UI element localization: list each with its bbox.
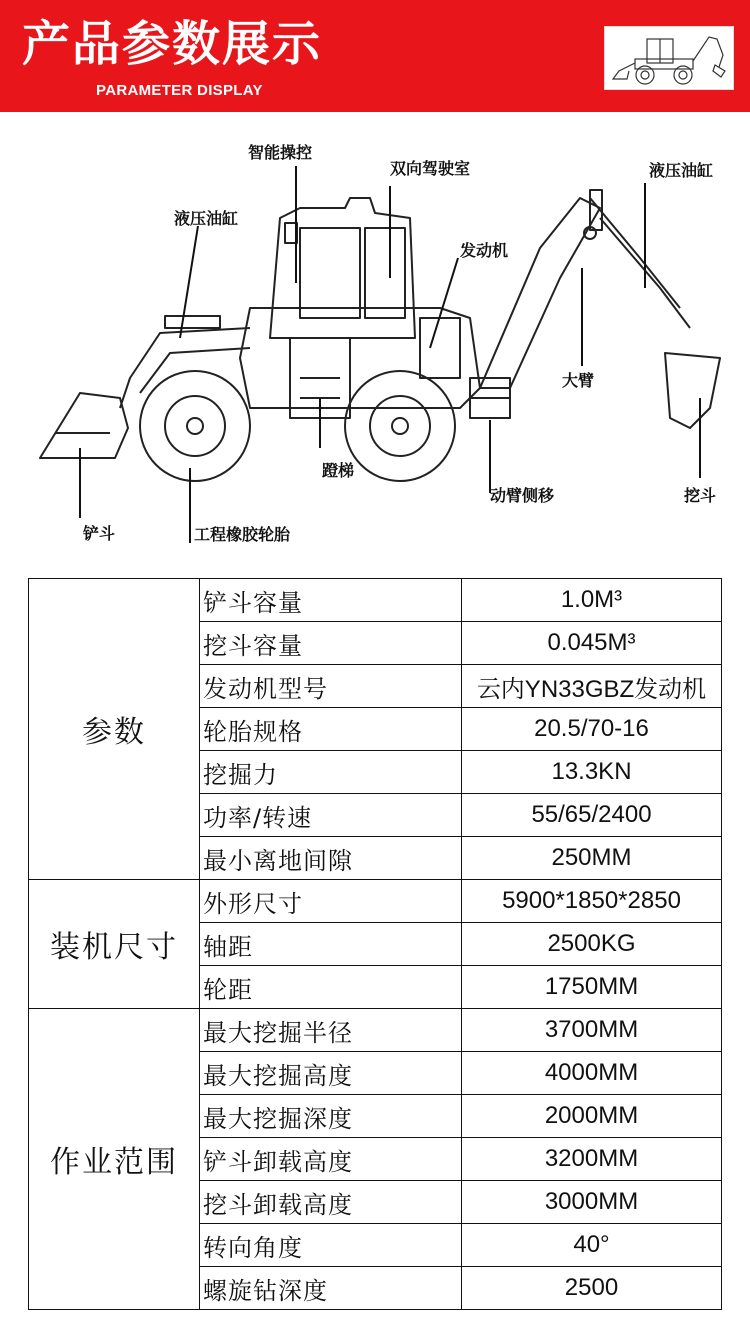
spec-label: 最小离地间隙 bbox=[200, 837, 462, 880]
spec-value: 3200MM bbox=[462, 1138, 722, 1181]
page-subtitle: PARAMETER DISPLAY bbox=[96, 82, 263, 99]
spec-label: 轮距 bbox=[200, 966, 462, 1009]
header-banner bbox=[0, 0, 750, 112]
spec-value: 云内YN33GBZ发动机 bbox=[462, 665, 722, 708]
backhoe-loader-diagram bbox=[0, 128, 750, 568]
spec-group-label: 参数 bbox=[29, 579, 200, 880]
label-boom: 大臂 bbox=[562, 371, 595, 390]
spec-row bbox=[29, 579, 722, 622]
spec-value: 2500KG bbox=[462, 923, 722, 966]
spec-row bbox=[29, 880, 722, 923]
spec-label: 最大挖掘深度 bbox=[200, 1095, 462, 1138]
spec-value: 250MM bbox=[462, 837, 722, 880]
label-loader-bucket: 铲斗 bbox=[83, 524, 116, 543]
spec-label: 铲斗卸载高度 bbox=[200, 1138, 462, 1181]
spec-value: 1.0M³ bbox=[462, 579, 722, 622]
label-digger-bucket: 挖斗 bbox=[684, 486, 717, 505]
label-dual-cab: 双向驾驶室 bbox=[390, 159, 471, 178]
spec-group-label: 装机尺寸 bbox=[29, 880, 200, 1009]
spec-value: 5900*1850*2850 bbox=[462, 880, 722, 923]
spec-value: 0.045M³ bbox=[462, 622, 722, 665]
spec-label: 转向角度 bbox=[200, 1224, 462, 1267]
spec-label: 最大挖掘高度 bbox=[200, 1052, 462, 1095]
spec-label: 挖斗卸载高度 bbox=[200, 1181, 462, 1224]
spec-value: 3000MM bbox=[462, 1181, 722, 1224]
spec-label: 挖斗容量 bbox=[200, 622, 462, 665]
spec-table bbox=[28, 578, 722, 1310]
backhoe-thumbnail bbox=[604, 26, 734, 90]
spec-value: 13.3KN bbox=[462, 751, 722, 794]
spec-value: 2000MM bbox=[462, 1095, 722, 1138]
spec-value: 55/65/2400 bbox=[462, 794, 722, 837]
label-smart-control: 智能操控 bbox=[248, 143, 313, 162]
spec-label: 轴距 bbox=[200, 923, 462, 966]
label-hydraulic-cylinder-left: 液压油缸 bbox=[174, 209, 239, 228]
spec-label: 最大挖掘半径 bbox=[200, 1009, 462, 1052]
label-ladder: 蹬梯 bbox=[322, 461, 355, 480]
spec-value: 40° bbox=[462, 1224, 722, 1267]
spec-label: 铲斗容量 bbox=[200, 579, 462, 622]
spec-label: 外形尺寸 bbox=[200, 880, 462, 923]
page-title: 产品参数展示 bbox=[22, 16, 323, 72]
label-boom-side-shift: 动臂侧移 bbox=[490, 486, 555, 505]
label-hydraulic-cylinder-right: 液压油缸 bbox=[649, 161, 714, 180]
spec-value: 20.5/70-16 bbox=[462, 708, 722, 751]
spec-row bbox=[29, 1009, 722, 1052]
spec-group-label: 作业范围 bbox=[29, 1009, 200, 1310]
backhoe-loader-illustration bbox=[0, 128, 750, 568]
label-engine: 发动机 bbox=[460, 241, 509, 260]
spec-label: 轮胎规格 bbox=[200, 708, 462, 751]
spec-label: 功率/转速 bbox=[200, 794, 462, 837]
spec-label: 发动机型号 bbox=[200, 665, 462, 708]
spec-value: 1750MM bbox=[462, 966, 722, 1009]
spec-value: 4000MM bbox=[462, 1052, 722, 1095]
spec-label: 螺旋钻深度 bbox=[200, 1267, 462, 1310]
label-tire: 工程橡胶轮胎 bbox=[194, 525, 291, 544]
spec-label: 挖掘力 bbox=[200, 751, 462, 794]
spec-value: 3700MM bbox=[462, 1009, 722, 1052]
spec-value: 2500 bbox=[462, 1267, 722, 1310]
